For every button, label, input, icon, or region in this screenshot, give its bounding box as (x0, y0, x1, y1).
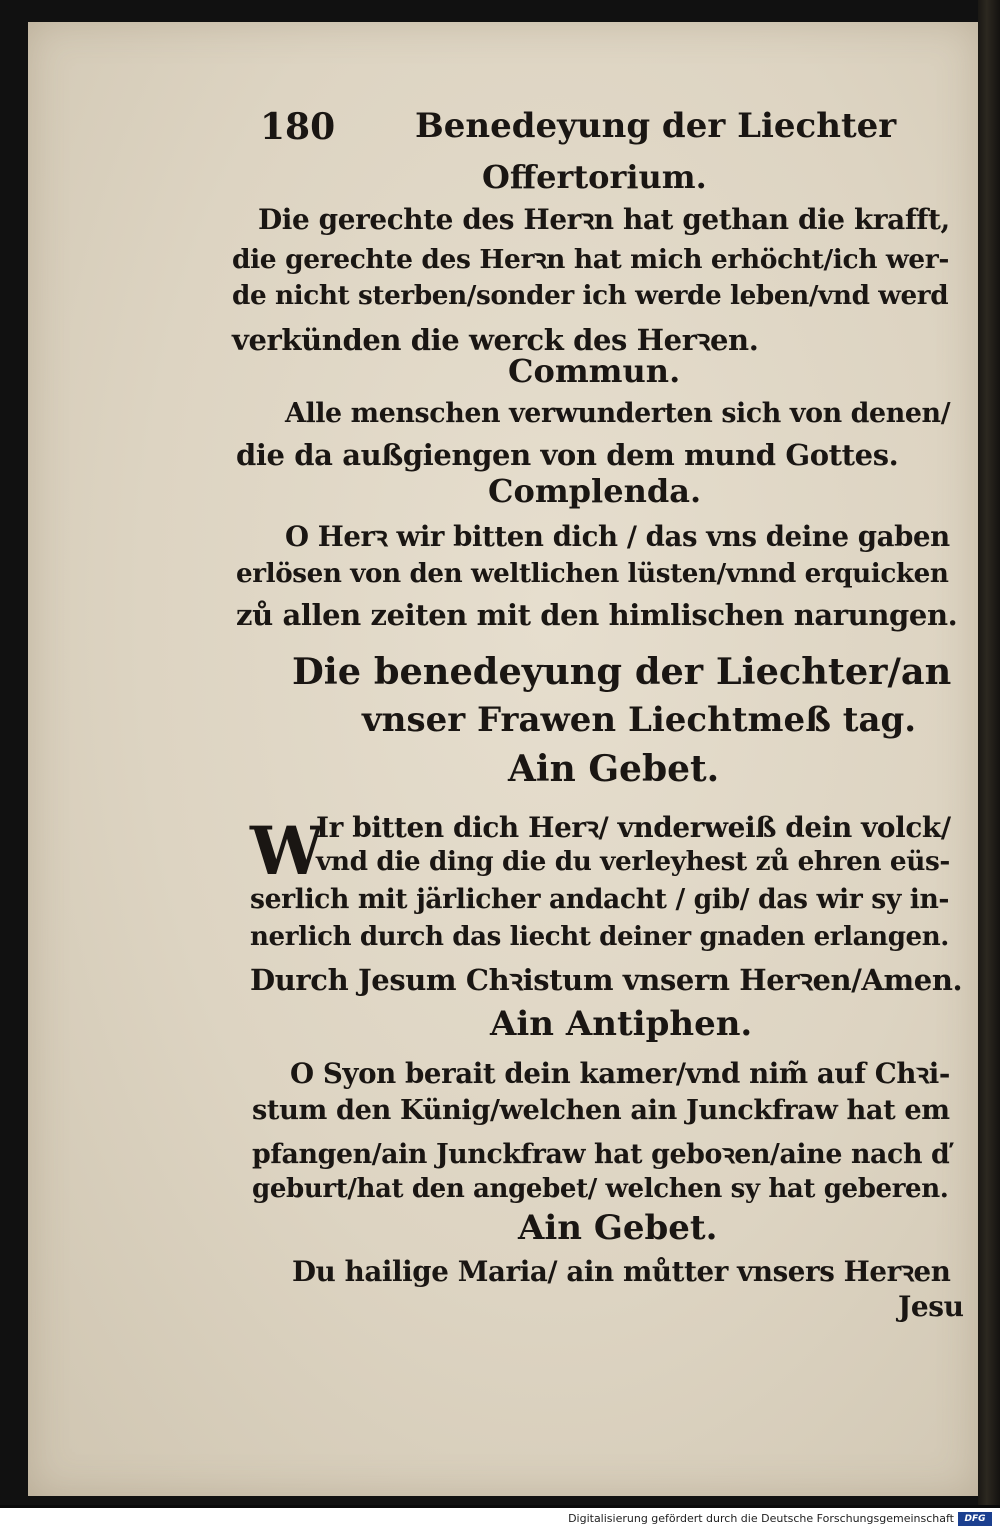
text-line: O Syon berait dein kamer/vnd nim̃ auf Chꝛi- (290, 1057, 950, 1090)
section-title-sub: vnser Frawen Liechtmeß tag. (362, 700, 917, 740)
text-line: erlösen von den weltlichen lüsten/vnnd erquicken (236, 558, 949, 589)
text-line: nerlich durch das liecht deiner gnaden erlangen. (250, 922, 949, 952)
funding-credit: Digitalisierung gefördert durch die Deutsche Forschungsgemeinschaft (568, 1512, 954, 1525)
text-line: Die gerechte des Herꝛn hat gethan die krafft, (258, 203, 950, 236)
heading-commun: Commun. (508, 352, 681, 390)
heading-ain-gebet: Ain Gebet. (508, 748, 720, 790)
text-line: geburt/hat den angebet/ welchen sy hat geberen. (252, 1174, 949, 1204)
text-line: Ir bitten dich Herꝛ/ vnderweiß dein volck/ (316, 811, 951, 844)
text-line: de nicht sterben/sonder ich werde leben/vnd werd (232, 280, 949, 311)
text-line: vnd die ding die du verleyhest zů ehren eüs- (316, 846, 950, 877)
text-line: die gerechte des Herꝛn hat mich erhöcht/ich wer- (232, 244, 949, 275)
text-line: O Herꝛ wir bitten dich / das vns deine gaben (285, 521, 950, 553)
heading-ain-gebet-2: Ain Gebet. (518, 1208, 718, 1248)
text-line: Du hailige Maria/ ain můtter vnsers Herꝛen (292, 1255, 951, 1288)
catchword: Jesu (898, 1290, 964, 1323)
text-line: verkünden die werck des Herꝛen. (232, 323, 759, 357)
text-line: Alle menschen verwunderten sich von denen/ (285, 398, 951, 429)
text-line: zů allen zeiten mit den himlischen narungen. (236, 598, 958, 632)
heading-offertorium: Offertorium. (482, 158, 707, 196)
footer-bar (0, 1508, 1000, 1530)
dfg-logo-icon: DFG (958, 1512, 992, 1526)
page-number: 180 (260, 106, 336, 148)
text-line: die da außgiengen von dem mund Gottes. (236, 438, 899, 472)
text-line: Durch Jesum Chꝛistum vnsern Herꝛen/Amen. (250, 963, 963, 997)
text-line: serlich mit järlicher andacht / gib/ das wir sy in- (250, 884, 950, 915)
text-line: pfangen/ain Junckfraw hat geboꝛen/aine nach ď (252, 1139, 950, 1170)
heading-complenda: Complenda. (488, 472, 702, 510)
running-head: Benedeyung der Liechter (415, 106, 897, 146)
section-title: Die benedeyung der Liechter/an (292, 650, 952, 693)
heading-ain-antiphen: Ain Antiphen. (490, 1004, 753, 1044)
text-line: stum den Künig/welchen ain Junckfraw hat em (252, 1094, 950, 1126)
drop-cap: W (250, 812, 325, 890)
